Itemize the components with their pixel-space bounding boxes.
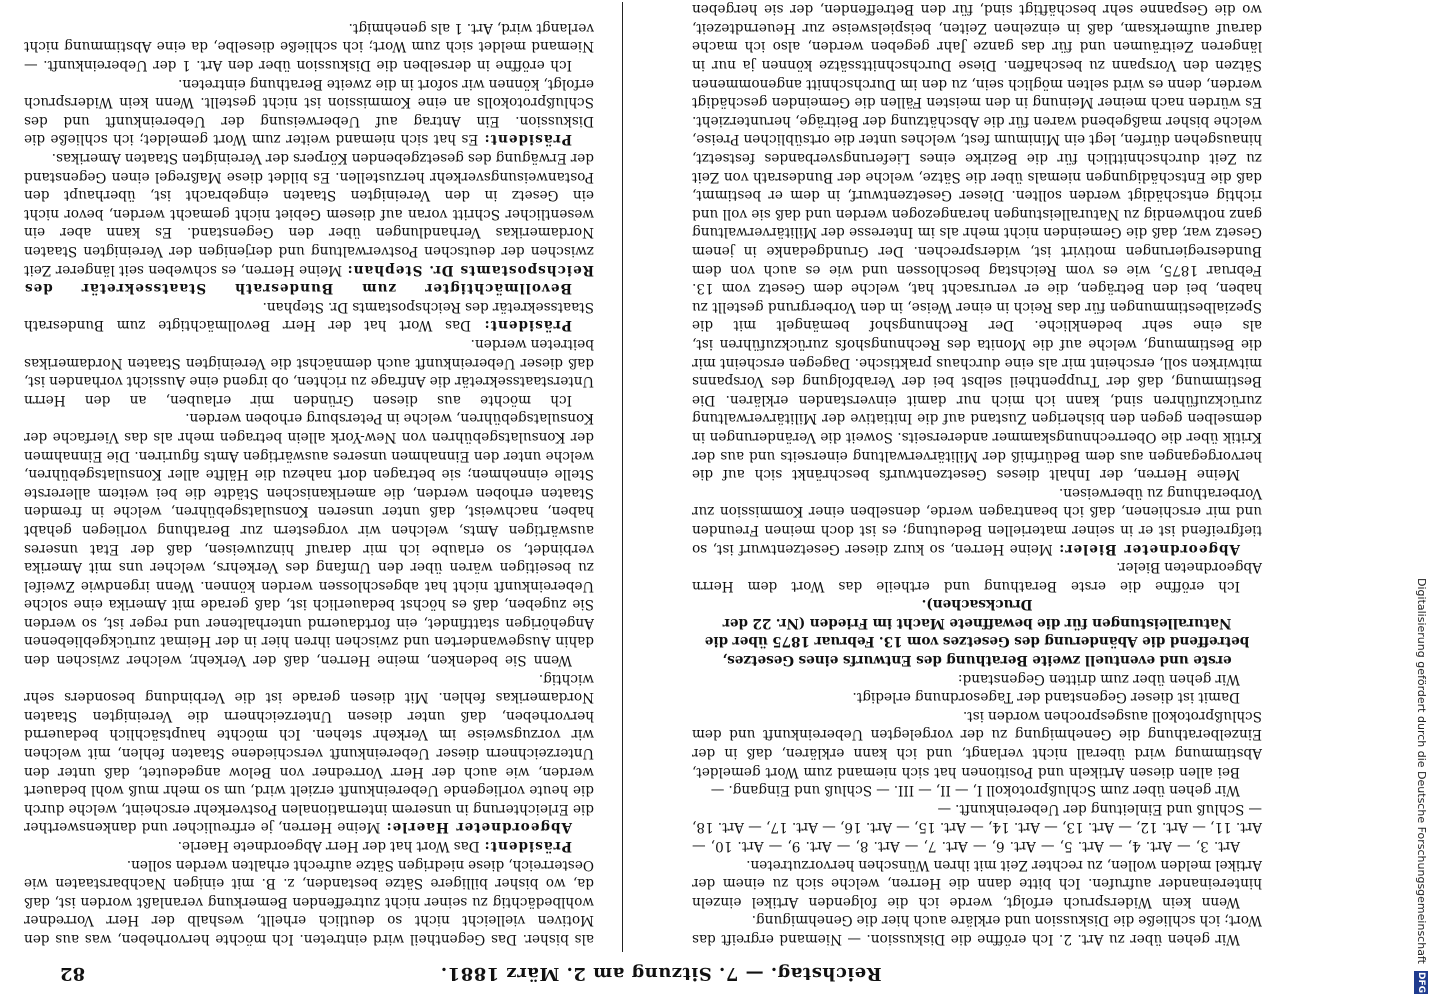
paragraph-text: Ich eröffne die erste Berathung und ertheile das Wort dem Herrn Abgeordneten Bieler.	[692, 559, 1262, 594]
paragraph-text: Ich eröffne in derselben die Diskussion über den Art. 1 der Uebereinkunft. — Niemand meldet sich zum Wort; ich schließe dieselbe, da eine Abstimmung nicht verlangt wird, Art. 1 als genehmigt.	[24, 19, 594, 74]
paragraph	[692, 781, 1262, 800]
speaker-name: Abgeordneter Bieler:	[1058, 540, 1240, 557]
page-number: 82	[60, 963, 86, 984]
dfg-logo: DFG	[1416, 971, 1426, 993]
paragraph	[24, 334, 594, 408]
paragraph-text: als bisher. Das Gegentheil wird eintreten. Ich möchte hervorheben, was aus den Motiven vielleicht nicht so deutlich erhellt, weshalb der Herr Vorredner wohlbedächtig zu seiner nicht zutreffenden Bemerkung veranlaßt worden ist, daß da, wo bisher billigere Sätze bestanden, z. B. mit einigen Nachbarstaaten wie Oesterreich, diese niedrigen Sätze aufrecht erhalten werden sollen.	[24, 856, 594, 947]
paragraph	[24, 297, 594, 334]
paragraph	[692, 483, 1262, 557]
paragraph	[24, 74, 594, 148]
paragraph	[692, 855, 1262, 911]
paragraph-text: Meine Herren, es schweben seit längerer Zeit zwischen der deutschen Postverwaltung und derjenigen der Vereinigten Staaten Nordamerikas Verhandlungen über den Gegenstand. Es kann aber ein wesentlicher Schritt voran auf diesem Gebiet nicht gemacht werden, bevor nicht ein Gesetz in den Vereinigten Staaten eingebracht ist, überhaupt den Postanweisungsverkehr herzustellen. Es bildet diese Maßregel einen Gegenstand der Erwägung des gesetzgebenden Körpers der Vereinigten Staaten Amerikas.	[24, 150, 594, 278]
paragraph	[24, 855, 594, 948]
paragraph	[692, 799, 1262, 855]
running-header	[60, 958, 1262, 984]
paragraph-text: Meine Herren, so kurz dieser Gesetzentwurf ist, so tiefgreifend ist er in seiner materiellen Bedeutung; es ist doch meinen Freunden und mir erschienen, daß ich beantragen werde, denselben einer Kommission zur Vorberathung zu überweisen.	[692, 484, 1262, 557]
paragraph-text: Es hat sich niemand weiter zum Wort gemeldet; ich schließe die Diskussion. Ein Antrag auf Ueberweisung der Uebereinkunft und des Schlußprotokolls an eine Kommission ist nicht gestellt. Wenn kein Widerspruch erfolgt, können wir sofort in die zweite Berathung eintreten.	[24, 75, 594, 148]
credit-text: Digitalisierung gefördert durch die Deutsche Forschungsgemeinschaft	[1415, 577, 1428, 964]
paragraph-text: Wir gehen über zum dritten Gegenstand:	[957, 670, 1240, 687]
paragraph-text: Ich möchte aus diesen Gründen mir erlauben, an den Herrn Unterstaatssekretär die Anfrage zu richten, ob irgend eine Aussicht vorhanden ist, daß dieser Uebereinkunft auch demnächst die Vereinigten Staaten Nordamerikas beitreten werden.	[24, 336, 594, 408]
paragraph	[692, 911, 1262, 948]
paragraph	[692, 669, 1262, 688]
speaker-name: Bevollmächtigter zum Bundesrath Staatssekretär des Reichspostamts Dr. Stephan:	[24, 261, 594, 297]
left-column	[692, 0, 1262, 948]
paragraph-text: erste und eventuell zweite Berathung des Entwurfs eines Gesetzes, betreffend die Abänderung des Gesetzes vom 13. Februar 1875 über die Naturalleistungen für die bewaffnete Macht im Frieden (Nr. 22 der Drucksachen).	[704, 596, 1250, 669]
digitization-credit	[1414, 578, 1428, 994]
paragraph-text: Wir gehen über zum Schlußprotokoll I, — II, — III. — Schluß und Eingang. —	[710, 782, 1240, 799]
paragraph-text: Das Wort hat der Herr Bevollmächtigte zum Bundesrath Staatssekretär des Reichspostamts Dr. Stephan.	[24, 298, 594, 334]
paragraph-text: Art. 3, — Art. 4, — Art. 5, — Art. 6, — Art. 7, — Art. 8, — Art. 9, — Art. 10, — Art. 11, — Art. 12, — Art. 13, — Art. 14, — Art. 15, — Art. 16, — Art. 17, — Art. 18, — Schluß und Einleitung der Uebereinkunft. —	[692, 800, 1262, 855]
paragraph	[24, 148, 594, 297]
column-divider	[622, 2, 623, 952]
paragraph	[692, 706, 1262, 780]
paragraph-text: Wenn kein Widerspruch erfolgt, werde ich die folgenden Artikel einzeln hintereinander aufrufen. Ich bitte dann die Herren, welche sich zu einem der Artikel melden wollen, zu rechter Zeit mit ihren Wünschen hervorzutreten.	[692, 856, 1262, 910]
paragraph-text: Wir gehen über zu Art. 2. Ich eröffne die Diskussion. — Niemand ergreift das Wort; ich schließe die Diskussion und erkläre auch hier die Genehmigung.	[692, 912, 1262, 947]
speaker-name: Präsident:	[483, 131, 572, 148]
paragraph	[24, 409, 594, 669]
right-column	[24, 18, 594, 948]
paragraph-text: Damit ist dieser Gegenstand der Tagesordnung erledigt.	[852, 689, 1240, 706]
speaker-name: Präsident:	[483, 317, 572, 334]
paragraph	[692, 0, 1262, 483]
paragraph-text: Bei allen diesen Artikeln und Positionen hat sich niemand zum Wort gemeldet, Abstimmung wird überall nicht verlangt, und ich kann erklären, daß in der Einzelberathung die Genehmigung zu der vorgelegten Uebereinkunft und dem Schlußprotokoll ausgesprochen worden ist.	[692, 707, 1262, 780]
speaker-name: Abgeordneter Haerle:	[385, 819, 572, 836]
paragraph-text: Meine Herren, je erfreulicher und dankenswerther die Erleichterung in unserem internationalen Postverkehr erscheint, welche durch die heute vorliegende Uebereinkunft erzielt wird, um so mehr muß wohl bedauert werden, wie auch der Herr Vorredner von Below angedeutet, daß unter den Unterzeichnern dieser Uebereinkunft verschiedene Staaten fehlen, mit welchen wir vorzugsweise im Verkehr stehen. Ich möchte hauptsächlich bedauernd hervorheben, daß unter diesen Unterzeichnern die Vereinigten Staaten Nordamerikas fehlen. Mit diesen gerade ist die Verbindung besonders sehr wichtig.	[24, 670, 594, 836]
paragraph-text: Das Wort hat der Herr Abgeordnete Haerle.	[177, 838, 480, 855]
paragraph-text: Meine Herren, der Inhalt dieses Gesetzentwurfs beschränkt sich auf die hervorgegangen aus dem Bedürfniß der Militärverwaltung einerseits und aus der Kritik über die Oberrechnungskammer andererseits. Soweit die Veränderungen in demselben gegen den bisherigen Zustand auf die Initiative der Militärverwaltung zurückzuführen sind, kann ich mich nur damit einverstanden erklären. Die Bestimmung, daß der Truppentheil selbst bei der Verabfolgung des Vorspanns mitwirken soll, erscheint mir als eine durchaus praktische. Dagegen erscheint mir die Bestimmung, welche auf die Monita des Rechnungshofs zurückzuführen ist, als eine sehr bedenkliche. Der Rechnungshof bemängelt mit die Spezialbestimmungen für das Reich in einer Weise, in den Vorbergrund gestellt zu haben, bei den Beträgen, die er verursacht hat, welche dem Gesetz vom 13. Februar 1875, wie es vom Reichstag beschlossen und wie es auch von dem Bundesregierungen motivirt ist, widersprechen. Der Grundgedanke in jenem Gesetz war, daß die Gemeinden nicht mehr als im Interesse der Militärverwaltung ganz nothwendig zu Naturalleistungen herangezogen werden und daß sie voll und richtig entschädigt werden sollten. Dieser Gesetzentwurf, in dem er bestimmt, daß die Entschädigungen niemals über die Sätze, welche der Bundesrath von Zeit zu Zeit durchschnittlich für die Bezirke eines Lieferungsverbandes festsetzt, hinausgehen dürfen, legt ein Minimum fest, welches unter die ortsüblichen Preise, welche bisher maßgebend waren für die Abschätzung der Beiträge, herunterzieht. Es würden nach meiner Meinung in den meisten Fällen die Gemeinden geschädigt werden, denn es wird selten möglich sein, zu den im Durchschnitt angenommenen Sätzen den Vorspann zu beschaffen. Diese Durchschnittssätze können ja nur in längeren Zeiträumen und für das ganze Jahr gegeben werden, also ich mache darauf aufmerksam, daß in einzelnen Zeiten, beispielsweise zur Heuerndtezeit, wo die Gespanne sehr beschäftigt sind, für den Betreffenden, der sie hergeben	[692, 1, 1262, 483]
paragraph	[24, 18, 594, 74]
paragraph	[24, 836, 594, 855]
header-title: Reichstag. — 7. Sitzung am 2. März 1881.	[440, 963, 882, 984]
paragraph	[692, 558, 1262, 595]
paragraph	[692, 688, 1262, 707]
paragraph	[692, 595, 1262, 669]
paragraph	[24, 669, 594, 836]
paragraph-text: Wenn Sie bedenken, meine Herren, daß der Verkehr, welcher zwischen den dahin Ausgewanderten und zwischen ihren hier in der Heimat zurückgebliebenen Angehörigen stattfindet, ein fortdauernd unterhaltener und reger ist, so werden Sie zugeben, daß es höchst bedauerlich ist, daß gerade mit Amerika eine solche Uebereinkunft nicht hat abgeschlossen werden können. Wenn irgendwie Zweifel zu beseitigen wären über den Umfang des Verkehrs, welcher uns mit Amerika verbindet, so erlaube ich mir darauf hinzuweisen, daß der Etat unseres auswärtigen Amts, welchen wir vorgestern zur Berathung vorliegen gehabt haben, nachweist, daß unter unseren Konsulatsgebühren, welche in fremden Staaten erhoben werden, die amerikanischen Städte die bei weitem allererste Stelle einnehmen; sie betragen dort nahezu die Hälfte aller Konsulatsgebühren, welche unter den Einnahmen unseres auswärtigen Amts figuriren. Die Einnahmen der Konsulatsgebühren von New-York allein betragen mehr als das Vierfache der Konsulatsgebühren, welche in Petersburg erhoben werden.	[24, 410, 594, 669]
speaker-name: Präsident:	[483, 838, 572, 855]
